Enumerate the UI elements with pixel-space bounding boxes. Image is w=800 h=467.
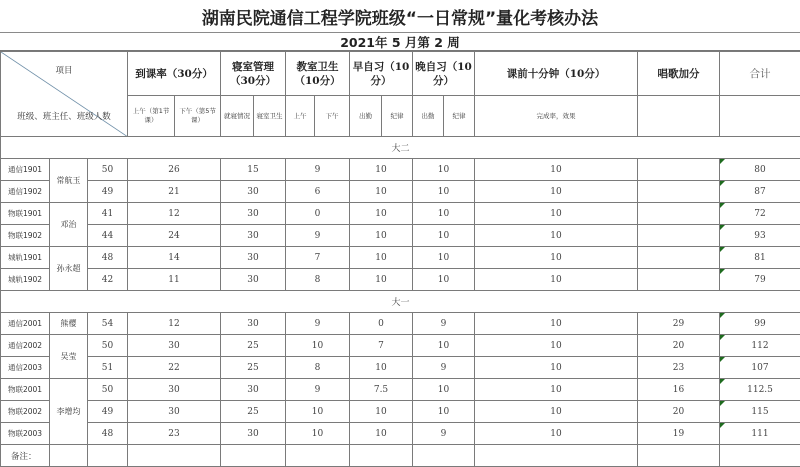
evening-score[interactable]: 10	[413, 379, 475, 401]
evening-score[interactable]: 10	[413, 401, 475, 423]
formula-flag-icon	[720, 401, 725, 406]
table-row	[1, 181, 800, 203]
formula-flag-icon	[720, 181, 725, 186]
dorm-score[interactable]: 30	[221, 203, 286, 225]
preclass-score[interactable]: 10	[475, 357, 638, 379]
teacher-name[interactable]: 熊樱	[50, 313, 88, 335]
class-name[interactable]: 通信2001	[1, 313, 50, 335]
preclass-score[interactable]: 10	[475, 225, 638, 247]
attendance-score[interactable]: 23	[128, 423, 221, 445]
section-row-sophomore	[1, 137, 800, 159]
sub-preclass-completion: 完成率，效果	[475, 96, 638, 137]
preclass-score[interactable]: 10	[475, 181, 638, 203]
dorm-score[interactable]: 30	[221, 269, 286, 291]
section-label: 大二	[1, 137, 800, 159]
class-size[interactable]: 41	[88, 203, 128, 225]
evening-score[interactable]: 10	[413, 159, 475, 181]
total-score[interactable]: 72	[720, 203, 800, 225]
class-name[interactable]: 物联1901	[1, 203, 50, 225]
total-score[interactable]: 87	[720, 181, 800, 203]
dorm-score[interactable]: 25	[221, 401, 286, 423]
dorm-score[interactable]: 30	[221, 423, 286, 445]
class-name[interactable]: 物联2002	[1, 401, 50, 423]
sub-classroom-am: 上午	[286, 96, 315, 137]
notes-cell[interactable]	[50, 445, 88, 467]
class-name[interactable]: 物联1902	[1, 225, 50, 247]
header-morning-study: 早自习（10分）	[350, 52, 413, 96]
attendance-score[interactable]: 26	[128, 159, 221, 181]
classroom-score[interactable]: 0	[286, 203, 350, 225]
attendance-score[interactable]: 24	[128, 225, 221, 247]
attendance-score[interactable]: 12	[128, 203, 221, 225]
total-score[interactable]: 81	[720, 247, 800, 269]
class-size[interactable]: 54	[88, 313, 128, 335]
notes-row	[1, 445, 800, 467]
singing-score[interactable]: 20	[638, 335, 720, 357]
classroom-score[interactable]: 6	[286, 181, 350, 203]
evening-score[interactable]: 9	[413, 357, 475, 379]
diagonal-header-cell	[1, 52, 128, 137]
preclass-score[interactable]: 10	[475, 335, 638, 357]
preclass-score[interactable]: 10	[475, 203, 638, 225]
section-row-freshman	[1, 291, 800, 313]
notes-cell[interactable]	[475, 445, 638, 467]
preclass-score[interactable]: 10	[475, 313, 638, 335]
total-score[interactable]: 111	[720, 423, 800, 445]
class-name[interactable]: 物联2001	[1, 379, 50, 401]
class-size[interactable]: 49	[88, 401, 128, 423]
class-size[interactable]: 49	[88, 181, 128, 203]
page-title: 湖南民院通信工程学院班级“一日常规”量化考核办法	[0, 0, 800, 33]
formula-flag-icon	[720, 379, 725, 384]
sub-evening-attendance: 出勤	[413, 96, 444, 137]
teacher-name[interactable]: 孙永超	[50, 247, 88, 291]
teacher-name[interactable]: 吴莹	[50, 335, 88, 379]
formula-flag-icon	[720, 247, 725, 252]
preclass-score[interactable]: 10	[475, 379, 638, 401]
table-row	[1, 357, 800, 379]
header-evening-study: 晚自习（10分）	[413, 52, 475, 96]
total-score[interactable]: 93	[720, 225, 800, 247]
singing-score[interactable]: 23	[638, 357, 720, 379]
morning-score[interactable]: 0	[350, 313, 413, 335]
table-row	[1, 379, 800, 401]
classroom-score[interactable]: 9	[286, 313, 350, 335]
formula-flag-icon	[720, 313, 725, 318]
teacher-name[interactable]: 李增均	[50, 379, 88, 445]
notes-cell[interactable]	[720, 445, 800, 467]
preclass-score[interactable]: 10	[475, 401, 638, 423]
formula-flag-icon	[720, 159, 725, 164]
section-label: 大一	[1, 291, 800, 313]
total-score[interactable]: 79	[720, 269, 800, 291]
header-classroom: 教室卫生（10分）	[286, 52, 350, 96]
teacher-name[interactable]: 常航玉	[50, 159, 88, 203]
singing-score[interactable]	[638, 225, 720, 247]
header-item-label: 项目	[55, 66, 73, 76]
table-row	[1, 313, 800, 335]
class-size[interactable]: 44	[88, 225, 128, 247]
attendance-score[interactable]: 21	[128, 181, 221, 203]
morning-score[interactable]: 7.5	[350, 379, 413, 401]
classroom-score[interactable]: 8	[286, 269, 350, 291]
class-size[interactable]: 51	[88, 357, 128, 379]
dorm-score[interactable]: 30	[221, 313, 286, 335]
classroom-score[interactable]: 10	[286, 423, 350, 445]
formula-flag-icon	[720, 269, 725, 274]
header-row-1	[1, 52, 800, 96]
sub-attendance-pm: 下午（第5节课）	[175, 96, 221, 137]
classroom-score[interactable]: 10	[286, 401, 350, 423]
class-size[interactable]: 42	[88, 269, 128, 291]
singing-score[interactable]: 16	[638, 379, 720, 401]
preclass-score[interactable]: 10	[475, 159, 638, 181]
notes-cell[interactable]	[286, 445, 350, 467]
evening-score[interactable]: 9	[413, 313, 475, 335]
classroom-score[interactable]: 9	[286, 225, 350, 247]
attendance-score[interactable]: 11	[128, 269, 221, 291]
class-name[interactable]: 物联2003	[1, 423, 50, 445]
notes-label: 备注：	[1, 445, 50, 467]
total-score[interactable]: 115	[720, 401, 800, 423]
header-attendance: 到课率（30分）	[128, 52, 221, 96]
class-name[interactable]: 通信1902	[1, 181, 50, 203]
header-total: 合计	[720, 52, 800, 96]
class-size[interactable]: 48	[88, 247, 128, 269]
sub-morning-discipline: 纪律	[382, 96, 413, 137]
morning-score[interactable]: 10	[350, 357, 413, 379]
header-class-label: 班级、班主任、班级人数	[17, 112, 111, 122]
notes-cell[interactable]	[638, 445, 720, 467]
dorm-score[interactable]: 30	[221, 379, 286, 401]
preclass-score[interactable]: 10	[475, 247, 638, 269]
attendance-score[interactable]: 14	[128, 247, 221, 269]
formula-flag-icon	[720, 203, 725, 208]
classroom-score[interactable]: 8	[286, 357, 350, 379]
class-size[interactable]: 48	[88, 423, 128, 445]
attendance-score[interactable]: 22	[128, 357, 221, 379]
week-subtitle: 2021年 5 月第 2 周	[0, 33, 800, 51]
singing-score[interactable]	[638, 247, 720, 269]
sub-classroom-pm: 下午	[315, 96, 350, 137]
notes-cell[interactable]	[88, 445, 128, 467]
class-name[interactable]: 通信2002	[1, 335, 50, 357]
classroom-score[interactable]: 7	[286, 247, 350, 269]
singing-score[interactable]: 29	[638, 313, 720, 335]
notes-cell[interactable]	[413, 445, 475, 467]
dorm-score[interactable]: 30	[221, 181, 286, 203]
class-name[interactable]: 城轨1901	[1, 247, 50, 269]
singing-score[interactable]	[638, 203, 720, 225]
singing-score[interactable]	[638, 269, 720, 291]
table-row	[1, 335, 800, 357]
table-row	[1, 203, 800, 225]
morning-score[interactable]: 10	[350, 203, 413, 225]
preclass-score[interactable]: 10	[475, 423, 638, 445]
assessment-table	[0, 51, 800, 467]
formula-flag-icon	[720, 335, 725, 340]
class-name[interactable]: 通信1901	[1, 159, 50, 181]
sub-singing-empty	[638, 96, 720, 137]
total-score[interactable]: 112.5	[720, 379, 800, 401]
formula-flag-icon	[720, 225, 725, 230]
class-size[interactable]: 50	[88, 379, 128, 401]
table-row	[1, 401, 800, 423]
header-dorm: 寝室管理（30分）	[221, 52, 286, 96]
dorm-score[interactable]: 15	[221, 159, 286, 181]
table-row	[1, 225, 800, 247]
evening-score[interactable]: 10	[413, 181, 475, 203]
total-score[interactable]: 107	[720, 357, 800, 379]
sub-evening-discipline: 纪律	[444, 96, 475, 137]
teacher-name[interactable]: 邓治	[50, 203, 88, 247]
attendance-score[interactable]: 30	[128, 401, 221, 423]
table-row	[1, 423, 800, 445]
classroom-score[interactable]: 10	[286, 335, 350, 357]
dorm-score[interactable]: 25	[221, 335, 286, 357]
morning-score[interactable]: 10	[350, 247, 413, 269]
notes-cell[interactable]	[350, 445, 413, 467]
classroom-score[interactable]: 9	[286, 379, 350, 401]
attendance-score[interactable]: 30	[128, 379, 221, 401]
classroom-score[interactable]: 9	[286, 159, 350, 181]
sub-dorm-hygiene: 寝室卫生	[254, 96, 286, 137]
class-name[interactable]: 城轨1902	[1, 269, 50, 291]
table-row	[1, 159, 800, 181]
table-row	[1, 269, 800, 291]
dorm-score[interactable]: 30	[221, 247, 286, 269]
class-size[interactable]: 50	[88, 159, 128, 181]
notes-cell[interactable]	[128, 445, 221, 467]
sub-attendance-am: 上午（第1节课）	[128, 96, 175, 137]
singing-score[interactable]: 19	[638, 423, 720, 445]
dorm-score[interactable]: 25	[221, 357, 286, 379]
sub-morning-attendance: 出勤	[350, 96, 382, 137]
preclass-score[interactable]: 10	[475, 269, 638, 291]
evening-score[interactable]: 10	[413, 225, 475, 247]
singing-score[interactable]	[638, 181, 720, 203]
notes-cell[interactable]	[221, 445, 286, 467]
header-preclass: 课前十分钟（10分）	[475, 52, 638, 96]
class-name[interactable]: 通信2003	[1, 357, 50, 379]
evening-score[interactable]: 10	[413, 203, 475, 225]
dorm-score[interactable]: 30	[221, 225, 286, 247]
attendance-score[interactable]: 30	[128, 335, 221, 357]
total-score[interactable]: 80	[720, 159, 800, 181]
morning-score[interactable]: 10	[350, 181, 413, 203]
singing-score[interactable]	[638, 159, 720, 181]
class-size[interactable]: 50	[88, 335, 128, 357]
morning-score[interactable]: 10	[350, 159, 413, 181]
header-singing: 唱歌加分	[638, 52, 720, 96]
sub-total-empty	[720, 96, 800, 137]
evening-score[interactable]: 10	[413, 335, 475, 357]
evening-score[interactable]: 10	[413, 247, 475, 269]
total-score[interactable]: 99	[720, 313, 800, 335]
singing-score[interactable]: 20	[638, 401, 720, 423]
total-score[interactable]: 112	[720, 335, 800, 357]
morning-score[interactable]: 10	[350, 269, 413, 291]
morning-score[interactable]: 10	[350, 423, 413, 445]
formula-flag-icon	[720, 357, 725, 362]
evening-score[interactable]: 9	[413, 423, 475, 445]
table-row	[1, 247, 800, 269]
formula-flag-icon	[720, 423, 725, 428]
morning-score[interactable]: 7	[350, 335, 413, 357]
morning-score[interactable]: 10	[350, 401, 413, 423]
evening-score[interactable]: 10	[413, 269, 475, 291]
attendance-score[interactable]: 12	[128, 313, 221, 335]
sub-dorm-sleep: 就寝情况	[221, 96, 254, 137]
morning-score[interactable]: 10	[350, 225, 413, 247]
